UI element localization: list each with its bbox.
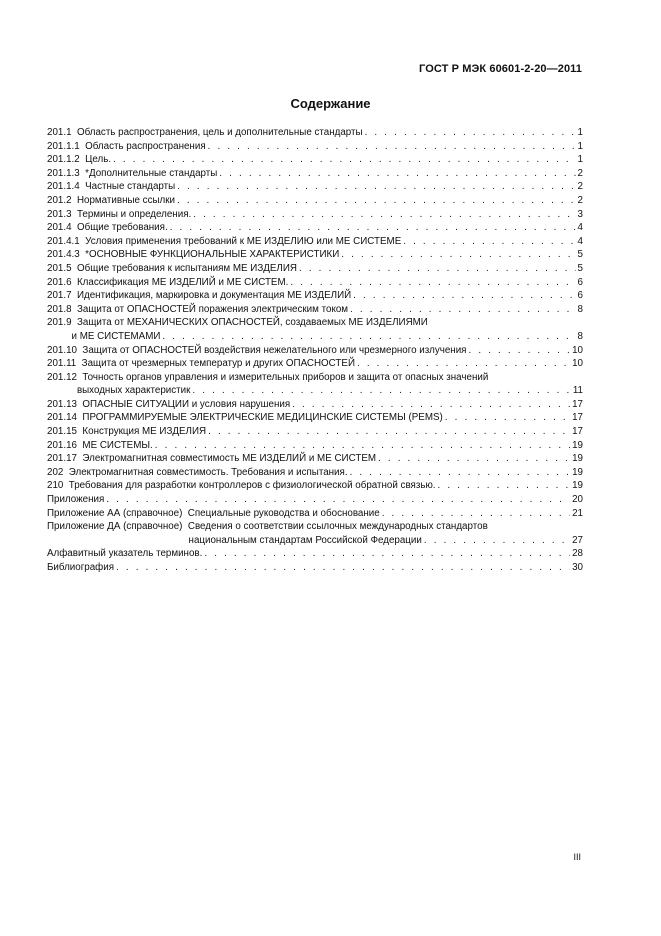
toc-entry[interactable] (47, 167, 583, 181)
toc-entry[interactable] (47, 452, 583, 466)
toc-entry[interactable] (47, 221, 583, 235)
toc-entry-page: 1 (577, 127, 583, 138)
toc-entry-label: 210 Требования для разработки контроллеров с физиологической обратной связью. (47, 480, 436, 492)
dot-leader (438, 479, 571, 493)
toc-entry-page: 10 (572, 344, 583, 356)
dot-leader (290, 276, 575, 290)
dot-leader (193, 208, 575, 222)
toc-entry-label: 201.13 ОПАСНЫЕ СИТУАЦИИ и условия нарушения (47, 398, 291, 410)
toc-entry-label: 201.4.1 Условия применения требований к МЕ ИЗДЕЛИЮ или МЕ СИСТЕМЕ (47, 235, 402, 247)
document-code: ГОСТ Р МЭК 60601-2-20—2011 (419, 63, 582, 75)
toc-entry-label: 201.8 Защита от ОПАСНОСТЕЙ поражения электрическим током (47, 303, 349, 315)
dot-leader (106, 493, 570, 507)
toc-entry-page: 3 (577, 208, 583, 220)
toc-entry[interactable] (47, 479, 583, 493)
toc-entry-page: 17 (572, 398, 583, 410)
dot-leader (113, 153, 576, 167)
dot-leader (469, 344, 571, 358)
toc-entry-page: 30 (572, 562, 583, 573)
toc-entry-label: 201.6 Классификация МЕ ИЗДЕЛИЙ и МЕ СИСТЕМ. (47, 276, 289, 288)
toc-entry-page: 1 (577, 154, 583, 166)
toc-entry[interactable] (47, 194, 583, 208)
dot-leader (192, 384, 570, 398)
toc-entry[interactable] (47, 398, 583, 412)
toc-entry[interactable] (47, 153, 583, 167)
dot-leader (382, 507, 570, 521)
toc-entry-label: 201.3 Термины и определения. (47, 208, 192, 220)
dot-leader (162, 330, 575, 344)
toc-entry-label: 201.17 Электромагнитная совместимость МЕ ИЗДЕЛИЙ и МЕ СИСТЕМ (47, 453, 377, 465)
toc-entry-page: 2 (577, 181, 583, 193)
toc-entry-page: 28 (572, 548, 583, 560)
toc-entry-page: 5 (577, 262, 583, 274)
dot-leader (357, 357, 570, 371)
toc-entry-label: выходных характеристик (47, 385, 191, 397)
toc-entry-label: 201.7 Идентификация, маркировка и документация МЕ ИЗДЕЛИЙ (47, 290, 352, 302)
toc-entry-page: 19 (572, 439, 583, 451)
toc-entry-page: 20 (572, 494, 583, 506)
toc-entry[interactable] (47, 507, 583, 521)
toc-entry-label: Приложение АА (справочное) Специальные руководства и обоснование (47, 507, 380, 519)
toc-entry[interactable] (47, 493, 583, 507)
dot-leader (170, 221, 576, 235)
dot-leader (208, 140, 576, 154)
dot-leader (403, 235, 575, 249)
toc-entry-label: 201.1.1 Область распространения (47, 140, 206, 152)
dot-leader (365, 126, 576, 140)
toc-entry[interactable] (47, 425, 583, 439)
toc-entry[interactable] (47, 126, 583, 140)
dot-leader (219, 167, 575, 181)
toc-entry-page: 8 (577, 303, 583, 315)
toc-entry-label: Библиография (47, 562, 115, 573)
toc-entry-label: 201.4.3 *ОСНОВНЫЕ ФУНКЦИОНАЛЬНЫЕ ХАРАКТЕРИСТИКИ (47, 249, 340, 261)
toc-entry-page: 11 (572, 385, 583, 397)
toc-entry-page: 19 (572, 480, 583, 492)
toc-entry-page: 17 (572, 426, 583, 438)
toc-entry-page: 19 (572, 453, 583, 465)
toc-entry[interactable] (47, 262, 583, 276)
toc-entry[interactable] (47, 248, 583, 262)
toc-entry-label: 201.11 Защита от чрезмерных температур и других ОПАСНОСТЕЙ (47, 358, 355, 370)
dot-leader (292, 398, 570, 412)
toc-entry[interactable] (47, 547, 583, 561)
toc-entry[interactable] (47, 344, 583, 358)
toc-entry[interactable] (47, 561, 583, 575)
toc-entry-page: 19 (572, 466, 583, 478)
toc-entry[interactable] (47, 384, 583, 398)
dot-leader (350, 466, 571, 480)
toc-entry-first-line: 201.9 Защита от МЕХАНИЧЕСКИХ ОПАСНОСТЕЙ, создаваемых МЕ ИЗДЕЛИЯМИ (47, 317, 428, 329)
toc-entry[interactable] (47, 303, 583, 317)
dot-leader (378, 452, 570, 466)
toc-entry-page: 21 (572, 507, 583, 519)
toc-entry-label: 201.10 Защита от ОПАСНОСТЕЙ воздействия нежелательного или чрезмерного излучения (47, 344, 467, 356)
toc-entry[interactable] (47, 439, 583, 453)
toc-entry-label: 202 Электромагнитная совместимость. Требования и испытания. (47, 466, 348, 478)
toc-entry-page: 27 (572, 534, 583, 546)
dot-leader (155, 439, 570, 453)
toc-entry-page: 17 (572, 412, 583, 424)
toc-entry-page: 5 (577, 249, 583, 261)
dot-leader (177, 194, 576, 208)
toc-entry-label: 201.1.2 Цель. (47, 154, 112, 166)
dot-leader (116, 561, 570, 575)
dot-leader (204, 547, 570, 561)
dot-leader (424, 534, 570, 548)
toc-entry-label: 201.4 Общие требования. (47, 222, 168, 234)
toc-entry[interactable] (47, 411, 583, 425)
toc-entry-page: 4 (577, 222, 583, 234)
page-number: III (573, 852, 581, 862)
dot-leader (445, 411, 570, 425)
toc-entry[interactable] (47, 208, 583, 222)
toc-entry-label: 201.15 Конструкция МЕ ИЗДЕЛИЯ (47, 426, 207, 438)
toc-entry-label: национальным стандартам Российской Федерации (47, 534, 422, 546)
toc-entry-label: 201.1 Область распространения, цель и дополнительные стандарты (47, 127, 363, 138)
toc-entry[interactable] (47, 235, 583, 249)
toc-entry-label: 201.16 МЕ СИСТЕМЫ. (47, 439, 153, 451)
toc-entry-page: 8 (577, 330, 583, 342)
toc-entry-page: 6 (577, 276, 583, 288)
dot-leader (177, 180, 575, 194)
toc-entry-first-line: Приложение ДА (справочное) Сведения о соответствии ссылочных международных стандартов (47, 521, 488, 533)
toc-entry[interactable] (47, 357, 583, 371)
toc-entry[interactable] (47, 289, 583, 303)
dot-leader (208, 425, 570, 439)
toc-entry-label: 201.2 Нормативные ссылки (47, 194, 176, 206)
toc-entry-label: 201.1.4 Частные стандарты (47, 181, 176, 193)
toc-entry-label: и МЕ СИСТЕМАМИ (47, 330, 161, 342)
toc-entry-page: 2 (577, 194, 583, 206)
toc-entry-page: 10 (572, 358, 583, 370)
toc-entry-page: 1 (577, 140, 583, 152)
page-title: Содержание (290, 96, 371, 111)
toc-entry[interactable] (47, 330, 583, 344)
toc-entry-label: Алфавитный указатель терминов. (47, 548, 203, 560)
toc-entry-label: 201.14 ПРОГРАММИРУЕМЫЕ ЭЛЕКТРИЧЕСКИЕ МЕДИЦИНСКИЕ СИСТЕМЫ (PEMS) (47, 412, 443, 424)
toc-entry[interactable] (47, 140, 583, 154)
toc-entry-first-line: 201.12 Точность органов управления и измерительных приборов и защита от опасных значений (47, 371, 489, 383)
toc-entry[interactable] (47, 534, 583, 548)
dot-leader (341, 248, 575, 262)
toc-entry-label: 201.1.3 *Дополнительные стандарты (47, 167, 218, 179)
toc-entry[interactable] (47, 466, 583, 480)
toc-entry-label: 201.5 Общие требования к испытаниям МЕ ИЗДЕЛИЯ (47, 262, 297, 274)
toc-entry-label: Приложения (47, 494, 105, 506)
toc-entry[interactable] (47, 180, 583, 194)
table-of-contents (47, 126, 583, 575)
toc-entry-page: 6 (577, 290, 583, 302)
toc-entry-page: 2 (577, 167, 583, 179)
toc-entry[interactable] (47, 276, 583, 290)
dot-leader (353, 289, 575, 303)
dot-leader (299, 262, 576, 276)
toc-entry-page: 4 (577, 235, 583, 247)
dot-leader (350, 303, 576, 317)
